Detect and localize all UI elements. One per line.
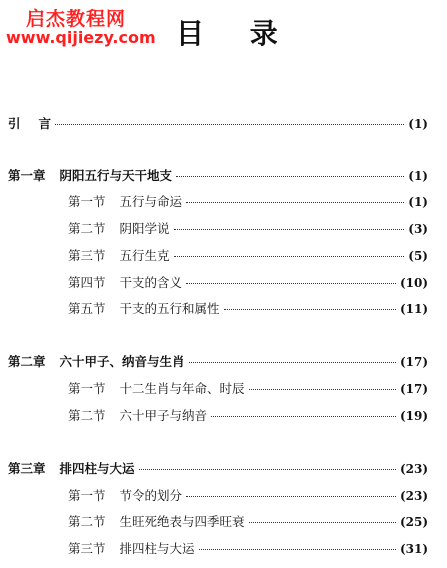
- entry-title: 阴阳五行与天干地支: [59, 168, 173, 183]
- entry-label: 第五节: [68, 301, 106, 316]
- dot-leader: [224, 309, 396, 310]
- entry-label: 第一节: [68, 381, 106, 396]
- entry-title: 生旺死绝表与四季旺衰: [119, 514, 245, 529]
- page-title: 目 录: [176, 17, 296, 50]
- entry-page: (3): [408, 222, 428, 236]
- dot-leader: [199, 549, 396, 550]
- entry-page: (31): [399, 542, 428, 556]
- entry-title: 节令的划分: [119, 488, 183, 503]
- entry-page: (17): [399, 382, 428, 396]
- dot-leader: [186, 496, 396, 497]
- entry-label: 第一章: [8, 168, 46, 183]
- dot-leader: [174, 229, 405, 230]
- entry-title: 十二生肖与年命、时辰: [119, 381, 245, 396]
- dot-leader: [186, 202, 404, 203]
- entry-title: 干支的五行和属性: [119, 301, 220, 316]
- dot-leader: [249, 389, 396, 390]
- entry-label: 第三节: [68, 541, 106, 556]
- entry-title: 五行与命运: [119, 194, 183, 209]
- watermark-site-name: 启杰教程网: [26, 8, 127, 30]
- toc-entry-section[interactable]: [68, 539, 428, 559]
- entry-page: (23): [399, 462, 428, 476]
- entry-title: 干支的含义: [119, 275, 183, 290]
- toc-entry-chapter-3[interactable]: [8, 459, 428, 479]
- entry-page: (10): [399, 276, 428, 290]
- entry-title: 排四柱与大运: [59, 461, 135, 476]
- entry-page: (25): [399, 515, 428, 529]
- entry-title: 言: [38, 116, 52, 131]
- toc-entry-section[interactable]: [68, 406, 428, 426]
- dot-leader: [174, 256, 405, 257]
- entry-label: 第二节: [68, 408, 106, 423]
- toc-entry-preface[interactable]: [8, 114, 428, 134]
- entry-page: (19): [399, 409, 428, 423]
- entry-label: 第二章: [8, 354, 46, 369]
- toc-entry-chapter-1[interactable]: [8, 166, 428, 186]
- entry-label: 第一节: [68, 194, 106, 209]
- entry-label: 第一节: [68, 488, 106, 503]
- entry-title: 六十甲子与纳音: [119, 408, 208, 423]
- entry-label: 第三节: [68, 248, 106, 263]
- dot-leader: [249, 522, 396, 523]
- watermark-url: www.qijiezy.com: [6, 28, 156, 47]
- dot-leader: [139, 469, 396, 470]
- toc-entry-section[interactable]: [68, 379, 428, 399]
- entry-page: (1): [408, 117, 428, 131]
- toc-entry-chapter-2[interactable]: [8, 352, 428, 372]
- toc-entry-section[interactable]: [68, 486, 428, 506]
- entry-label: 第四节: [68, 275, 106, 290]
- entry-page: (11): [399, 302, 428, 316]
- toc-entry-section[interactable]: [68, 273, 428, 293]
- entry-page: (1): [408, 195, 428, 209]
- dot-leader: [211, 416, 396, 417]
- entry-label: 第二节: [68, 514, 106, 529]
- entry-label: 引: [8, 116, 21, 131]
- entry-title: 排四柱与大运: [119, 541, 195, 556]
- entry-page: (17): [399, 355, 428, 369]
- toc-entry-section[interactable]: [68, 192, 428, 212]
- toc-entry-section[interactable]: [68, 219, 428, 239]
- entry-page: (23): [399, 489, 428, 503]
- dot-leader: [189, 362, 396, 363]
- dot-leader: [176, 176, 404, 177]
- entry-title: 五行生克: [119, 248, 170, 263]
- entry-label: 第三章: [8, 461, 46, 476]
- entry-title: 阴阳学说: [119, 221, 170, 236]
- toc-entry-section[interactable]: [68, 299, 428, 319]
- entry-page: (5): [408, 249, 428, 263]
- entry-title: 六十甲子、纳音与生肖: [59, 354, 185, 369]
- dot-leader: [55, 124, 404, 125]
- toc-entry-section[interactable]: [68, 246, 428, 266]
- entry-page: (1): [408, 169, 428, 183]
- dot-leader: [186, 283, 396, 284]
- toc-entry-section[interactable]: [68, 512, 428, 532]
- entry-label: 第二节: [68, 221, 106, 236]
